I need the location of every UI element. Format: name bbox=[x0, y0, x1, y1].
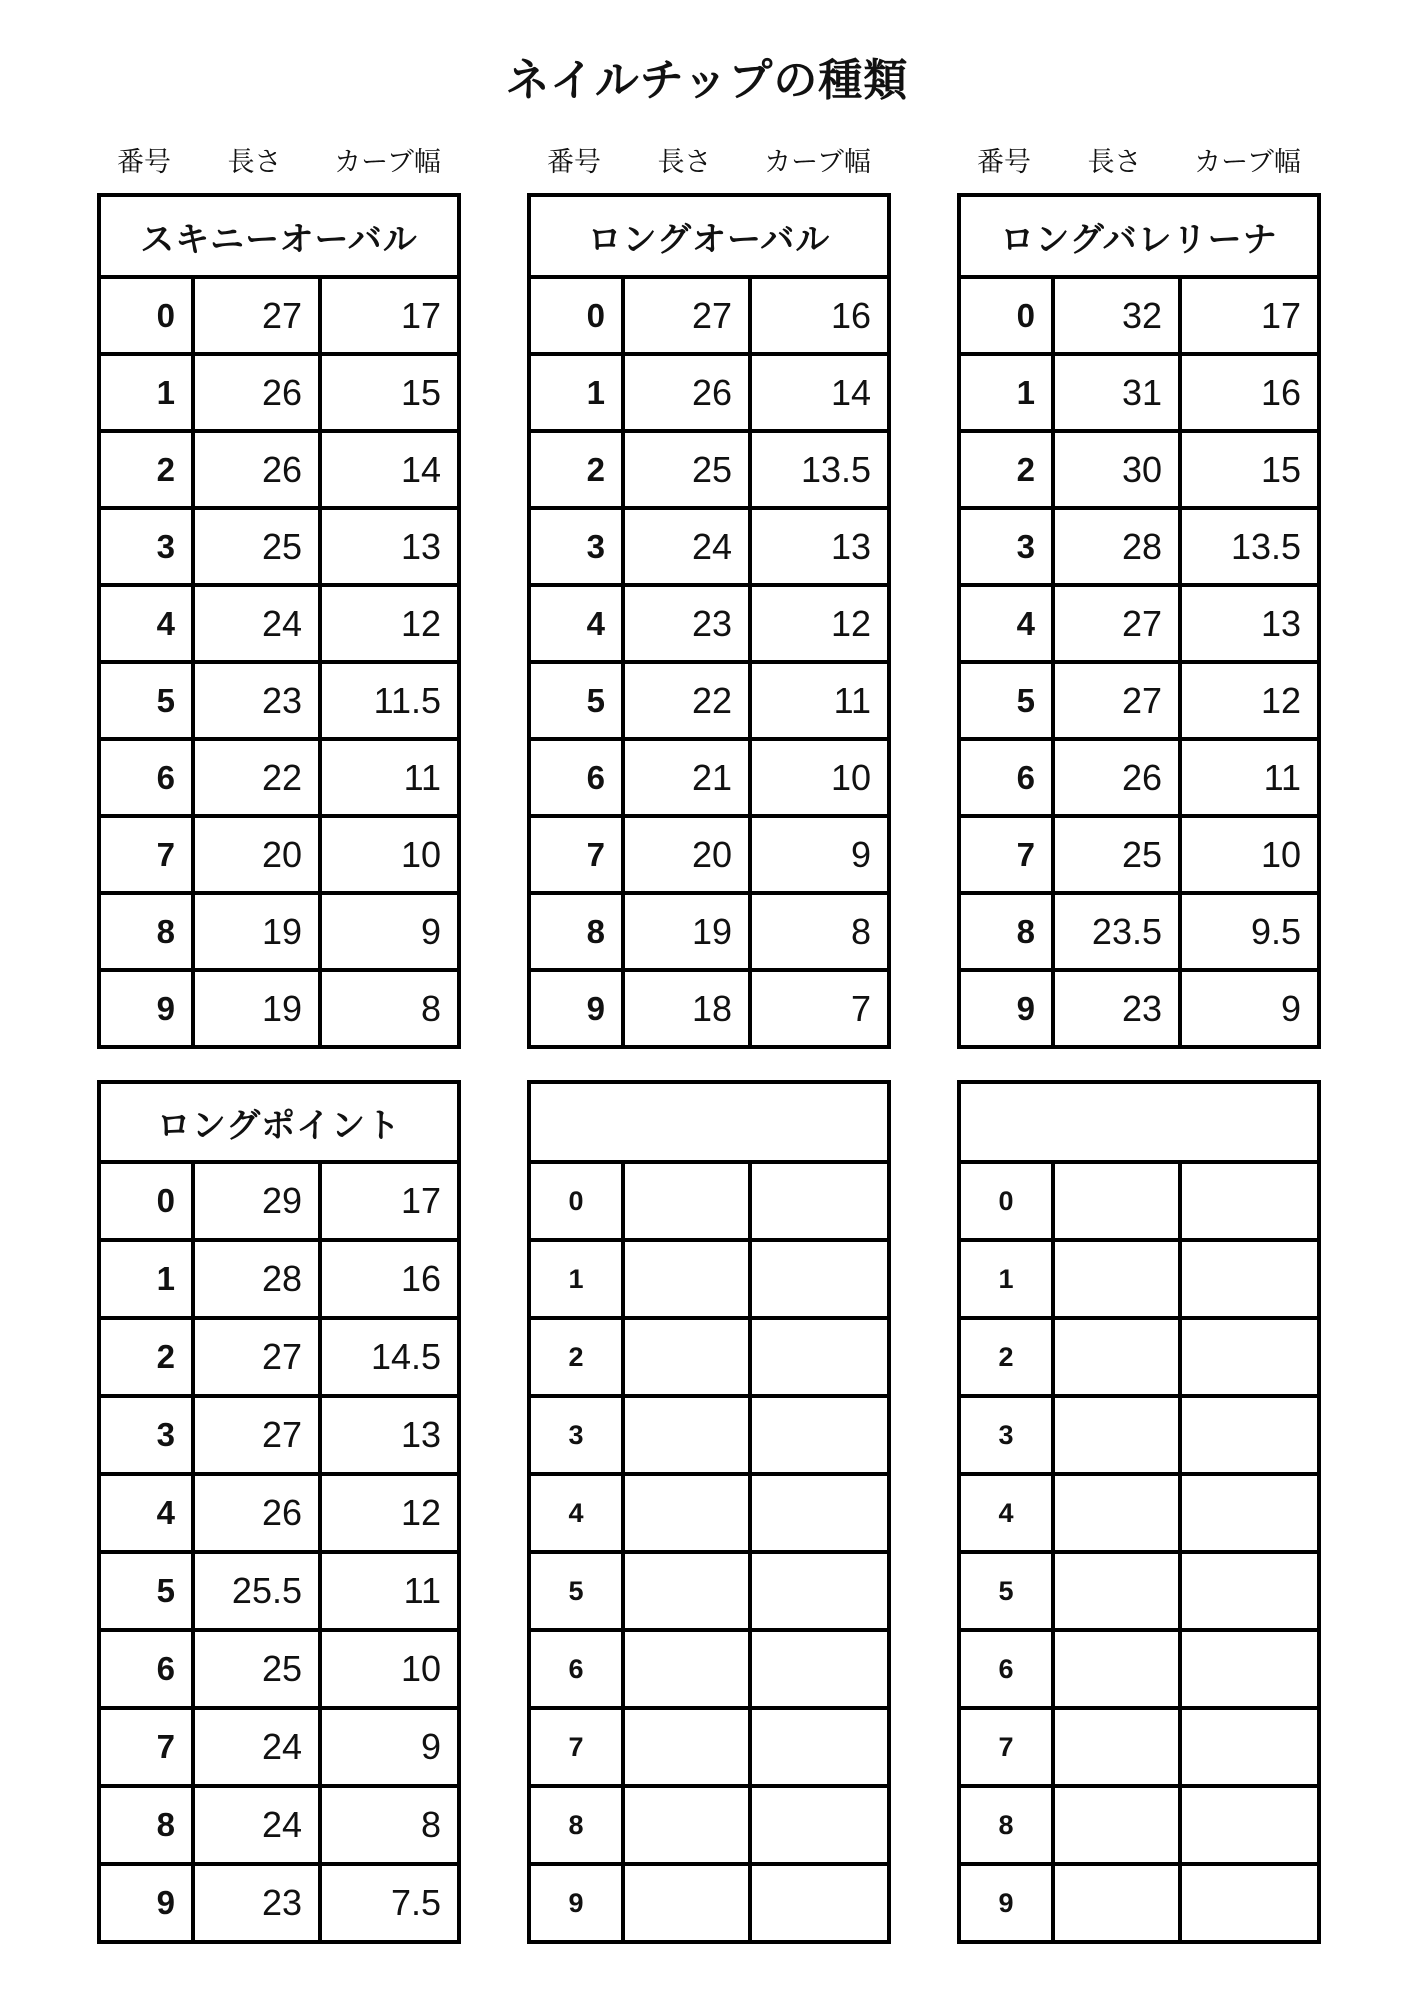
table-row bbox=[959, 585, 1319, 662]
number-cell: 9 bbox=[529, 1864, 623, 1942]
table-row bbox=[959, 1552, 1319, 1630]
length-cell bbox=[1053, 1240, 1180, 1318]
number-cell: 3 bbox=[959, 508, 1053, 585]
number-cell: 9 bbox=[959, 1864, 1053, 1942]
curve-width-cell: 8 bbox=[750, 893, 889, 970]
length-cell: 32 bbox=[1053, 277, 1180, 354]
length-cell: 26 bbox=[193, 354, 320, 431]
length-cell bbox=[1053, 1162, 1180, 1240]
table-row bbox=[99, 1864, 459, 1942]
nail-tip-table-block bbox=[957, 1080, 1317, 1944]
curve-width-cell: 13 bbox=[320, 508, 459, 585]
size-table bbox=[97, 193, 461, 1049]
length-cell bbox=[623, 1318, 750, 1396]
table-title-cell: ロングバレリーナ bbox=[959, 195, 1319, 277]
length-cell bbox=[1053, 1630, 1180, 1708]
curve-width-cell: 10 bbox=[1180, 816, 1319, 893]
length-cell: 27 bbox=[193, 1318, 320, 1396]
column-label-curve-width: カーブ幅 bbox=[764, 147, 871, 177]
size-table bbox=[527, 193, 891, 1049]
table-row bbox=[529, 1708, 889, 1786]
length-cell: 27 bbox=[193, 1396, 320, 1474]
column-label-length: 長さ bbox=[227, 147, 282, 177]
length-cell bbox=[623, 1474, 750, 1552]
number-cell: 2 bbox=[99, 431, 193, 508]
column-label-length: 長さ bbox=[1087, 147, 1142, 177]
curve-width-cell: 12 bbox=[320, 585, 459, 662]
table-row bbox=[959, 1318, 1319, 1396]
number-cell: 4 bbox=[529, 585, 623, 662]
curve-width-cell bbox=[750, 1552, 889, 1630]
length-cell bbox=[623, 1162, 750, 1240]
column-labels bbox=[957, 145, 1317, 193]
number-cell: 4 bbox=[99, 585, 193, 662]
curve-width-cell bbox=[750, 1162, 889, 1240]
table-row bbox=[529, 1552, 889, 1630]
table-title-row bbox=[529, 1082, 889, 1162]
number-cell: 8 bbox=[529, 893, 623, 970]
length-cell: 21 bbox=[623, 739, 750, 816]
length-cell: 31 bbox=[1053, 354, 1180, 431]
table-title-cell bbox=[959, 1082, 1319, 1162]
table-row bbox=[99, 354, 459, 431]
table-row bbox=[529, 1786, 889, 1864]
curve-width-cell bbox=[1180, 1864, 1319, 1942]
table-row bbox=[99, 1552, 459, 1630]
length-cell bbox=[623, 1708, 750, 1786]
curve-width-cell: 11 bbox=[1180, 739, 1319, 816]
curve-width-cell: 8 bbox=[320, 1786, 459, 1864]
number-cell: 6 bbox=[99, 739, 193, 816]
length-cell: 23 bbox=[193, 662, 320, 739]
length-cell: 27 bbox=[623, 277, 750, 354]
column-label-curve-width: カーブ幅 bbox=[1194, 147, 1301, 177]
curve-width-cell: 11 bbox=[320, 1552, 459, 1630]
number-cell: 5 bbox=[959, 662, 1053, 739]
curve-width-cell: 17 bbox=[1180, 277, 1319, 354]
length-cell: 24 bbox=[193, 1786, 320, 1864]
length-cell: 27 bbox=[1053, 585, 1180, 662]
number-cell: 4 bbox=[529, 1474, 623, 1552]
number-cell: 2 bbox=[529, 1318, 623, 1396]
table-row bbox=[99, 1474, 459, 1552]
number-cell: 5 bbox=[529, 662, 623, 739]
curve-width-cell bbox=[1180, 1396, 1319, 1474]
curve-width-cell bbox=[750, 1786, 889, 1864]
curve-width-cell: 14.5 bbox=[320, 1318, 459, 1396]
length-cell: 23 bbox=[193, 1864, 320, 1942]
length-cell bbox=[1053, 1396, 1180, 1474]
table-row bbox=[99, 431, 459, 508]
table-row bbox=[99, 1630, 459, 1708]
nail-tip-table-block bbox=[527, 1080, 887, 1944]
length-cell bbox=[1053, 1318, 1180, 1396]
curve-width-cell: 11.5 bbox=[320, 662, 459, 739]
table-row bbox=[529, 1396, 889, 1474]
curve-width-cell: 13 bbox=[750, 508, 889, 585]
curve-width-cell: 11 bbox=[320, 739, 459, 816]
length-cell: 25 bbox=[623, 431, 750, 508]
table-row bbox=[99, 1708, 459, 1786]
curve-width-cell bbox=[1180, 1630, 1319, 1708]
curve-width-cell bbox=[1180, 1708, 1319, 1786]
number-cell: 2 bbox=[99, 1318, 193, 1396]
table-row bbox=[529, 1240, 889, 1318]
curve-width-cell: 10 bbox=[320, 816, 459, 893]
number-cell: 6 bbox=[529, 1630, 623, 1708]
curve-width-cell: 9.5 bbox=[1180, 893, 1319, 970]
length-cell: 26 bbox=[1053, 739, 1180, 816]
column-label-number: 番号 bbox=[977, 147, 1031, 177]
number-cell: 1 bbox=[99, 354, 193, 431]
curve-width-cell: 17 bbox=[320, 277, 459, 354]
table-row bbox=[959, 1240, 1319, 1318]
table-row bbox=[959, 1708, 1319, 1786]
curve-width-cell: 9 bbox=[1180, 970, 1319, 1047]
curve-width-cell bbox=[750, 1240, 889, 1318]
table-title-row bbox=[99, 1082, 459, 1162]
curve-width-cell: 16 bbox=[750, 277, 889, 354]
table-row bbox=[99, 508, 459, 585]
number-cell: 6 bbox=[959, 739, 1053, 816]
table-title-cell: ロングポイント bbox=[99, 1082, 459, 1162]
length-cell: 28 bbox=[193, 1240, 320, 1318]
size-table bbox=[527, 1080, 891, 1944]
number-cell: 1 bbox=[959, 354, 1053, 431]
length-cell bbox=[623, 1786, 750, 1864]
number-cell: 1 bbox=[529, 354, 623, 431]
length-cell: 29 bbox=[193, 1162, 320, 1240]
size-table bbox=[97, 1080, 461, 1944]
length-cell bbox=[1053, 1552, 1180, 1630]
table-row bbox=[959, 1786, 1319, 1864]
number-cell: 2 bbox=[959, 1318, 1053, 1396]
table-row bbox=[529, 1864, 889, 1942]
curve-width-cell: 13.5 bbox=[1180, 508, 1319, 585]
table-row bbox=[529, 1162, 889, 1240]
table-row bbox=[529, 585, 889, 662]
table-row bbox=[529, 1318, 889, 1396]
curve-width-cell bbox=[750, 1318, 889, 1396]
length-cell: 24 bbox=[193, 585, 320, 662]
number-cell: 1 bbox=[529, 1240, 623, 1318]
number-cell: 5 bbox=[99, 662, 193, 739]
table-row bbox=[99, 970, 459, 1047]
curve-width-cell bbox=[750, 1864, 889, 1942]
curve-width-cell bbox=[1180, 1552, 1319, 1630]
length-cell: 24 bbox=[193, 1708, 320, 1786]
curve-width-cell: 13.5 bbox=[750, 431, 889, 508]
length-cell: 27 bbox=[1053, 662, 1180, 739]
column-labels bbox=[527, 145, 887, 193]
table-row bbox=[959, 970, 1319, 1047]
length-cell: 19 bbox=[193, 893, 320, 970]
number-cell: 3 bbox=[529, 1396, 623, 1474]
table-row bbox=[99, 1240, 459, 1318]
table-row bbox=[959, 662, 1319, 739]
curve-width-cell: 14 bbox=[750, 354, 889, 431]
curve-width-cell: 13 bbox=[1180, 585, 1319, 662]
length-cell: 20 bbox=[623, 816, 750, 893]
table-row bbox=[99, 739, 459, 816]
column-label-curve-width: カーブ幅 bbox=[334, 147, 441, 177]
number-cell: 7 bbox=[959, 816, 1053, 893]
table-title-row bbox=[529, 195, 889, 277]
table-row bbox=[529, 970, 889, 1047]
length-cell: 24 bbox=[623, 508, 750, 585]
number-cell: 5 bbox=[959, 1552, 1053, 1630]
curve-width-cell: 13 bbox=[320, 1396, 459, 1474]
table-row bbox=[529, 816, 889, 893]
length-cell: 26 bbox=[193, 431, 320, 508]
table-row bbox=[959, 893, 1319, 970]
page-title: ネイルチップの種類 bbox=[505, 56, 909, 105]
table-row bbox=[529, 508, 889, 585]
length-cell: 19 bbox=[623, 893, 750, 970]
table-row bbox=[99, 816, 459, 893]
number-cell: 0 bbox=[99, 1162, 193, 1240]
length-cell bbox=[623, 1630, 750, 1708]
length-cell bbox=[623, 1552, 750, 1630]
length-cell: 22 bbox=[193, 739, 320, 816]
curve-width-cell: 11 bbox=[750, 662, 889, 739]
curve-width-cell bbox=[1180, 1318, 1319, 1396]
length-cell: 20 bbox=[193, 816, 320, 893]
length-cell bbox=[1053, 1708, 1180, 1786]
curve-width-cell bbox=[750, 1708, 889, 1786]
length-cell: 25 bbox=[193, 508, 320, 585]
number-cell: 7 bbox=[959, 1708, 1053, 1786]
number-cell: 4 bbox=[99, 1474, 193, 1552]
curve-width-cell bbox=[750, 1474, 889, 1552]
length-cell: 18 bbox=[623, 970, 750, 1047]
table-row bbox=[959, 1630, 1319, 1708]
curve-width-cell bbox=[1180, 1162, 1319, 1240]
length-cell bbox=[623, 1240, 750, 1318]
table-title-row bbox=[959, 195, 1319, 277]
length-cell: 28 bbox=[1053, 508, 1180, 585]
number-cell: 2 bbox=[959, 431, 1053, 508]
table-row bbox=[99, 662, 459, 739]
curve-width-cell bbox=[750, 1396, 889, 1474]
curve-width-cell: 14 bbox=[320, 431, 459, 508]
length-cell: 26 bbox=[193, 1474, 320, 1552]
table-row bbox=[529, 431, 889, 508]
curve-width-cell: 15 bbox=[1180, 431, 1319, 508]
curve-width-cell bbox=[750, 1630, 889, 1708]
size-table bbox=[957, 193, 1321, 1049]
number-cell: 4 bbox=[959, 585, 1053, 662]
length-cell: 23 bbox=[623, 585, 750, 662]
curve-width-cell bbox=[1180, 1786, 1319, 1864]
column-label-number: 番号 bbox=[547, 147, 601, 177]
length-cell: 26 bbox=[623, 354, 750, 431]
table-row bbox=[959, 277, 1319, 354]
curve-width-cell: 7.5 bbox=[320, 1864, 459, 1942]
number-cell: 0 bbox=[959, 1162, 1053, 1240]
length-cell: 22 bbox=[623, 662, 750, 739]
length-cell: 27 bbox=[193, 277, 320, 354]
table-row bbox=[529, 893, 889, 970]
table-row bbox=[959, 1162, 1319, 1240]
table-row bbox=[99, 893, 459, 970]
table-title-row bbox=[959, 1082, 1319, 1162]
column-labels bbox=[97, 145, 457, 193]
table-title-cell: ロングオーバル bbox=[529, 195, 889, 277]
table-row bbox=[99, 1396, 459, 1474]
curve-width-cell: 9 bbox=[320, 893, 459, 970]
curve-width-cell: 16 bbox=[1180, 354, 1319, 431]
curve-width-cell: 12 bbox=[320, 1474, 459, 1552]
curve-width-cell: 10 bbox=[750, 739, 889, 816]
number-cell: 0 bbox=[959, 277, 1053, 354]
number-cell: 8 bbox=[959, 1786, 1053, 1864]
table-row bbox=[529, 277, 889, 354]
length-cell bbox=[623, 1396, 750, 1474]
number-cell: 0 bbox=[529, 1162, 623, 1240]
number-cell: 2 bbox=[529, 431, 623, 508]
number-cell: 5 bbox=[99, 1552, 193, 1630]
table-row bbox=[529, 354, 889, 431]
number-cell: 3 bbox=[99, 508, 193, 585]
length-cell bbox=[1053, 1786, 1180, 1864]
curve-width-cell: 16 bbox=[320, 1240, 459, 1318]
table-row bbox=[959, 431, 1319, 508]
table-row bbox=[959, 739, 1319, 816]
number-cell: 3 bbox=[529, 508, 623, 585]
number-cell: 6 bbox=[99, 1630, 193, 1708]
number-cell: 8 bbox=[959, 893, 1053, 970]
table-row bbox=[959, 1396, 1319, 1474]
table-row bbox=[959, 1864, 1319, 1942]
number-cell: 3 bbox=[99, 1396, 193, 1474]
nail-tip-table-block bbox=[97, 145, 457, 1049]
table-row bbox=[99, 585, 459, 662]
column-label-length: 長さ bbox=[657, 147, 712, 177]
table-row bbox=[99, 277, 459, 354]
curve-width-cell: 9 bbox=[750, 816, 889, 893]
curve-width-cell: 7 bbox=[750, 970, 889, 1047]
table-row bbox=[529, 662, 889, 739]
table-title-cell bbox=[529, 1082, 889, 1162]
length-cell bbox=[1053, 1474, 1180, 1552]
number-cell: 8 bbox=[99, 893, 193, 970]
number-cell: 1 bbox=[959, 1240, 1053, 1318]
number-cell: 8 bbox=[529, 1786, 623, 1864]
curve-width-cell: 17 bbox=[320, 1162, 459, 1240]
number-cell: 9 bbox=[99, 1864, 193, 1942]
table-row bbox=[959, 354, 1319, 431]
length-cell: 23 bbox=[1053, 970, 1180, 1047]
table-title-row bbox=[99, 195, 459, 277]
nail-tip-table-block bbox=[97, 1080, 457, 1944]
length-cell bbox=[623, 1864, 750, 1942]
length-cell: 30 bbox=[1053, 431, 1180, 508]
table-row bbox=[959, 508, 1319, 585]
number-cell: 0 bbox=[99, 277, 193, 354]
table-row bbox=[529, 739, 889, 816]
number-cell: 7 bbox=[529, 816, 623, 893]
table-row bbox=[99, 1318, 459, 1396]
curve-width-cell: 12 bbox=[1180, 662, 1319, 739]
curve-width-cell bbox=[1180, 1474, 1319, 1552]
nail-tip-table-block bbox=[957, 145, 1317, 1049]
length-cell: 25.5 bbox=[193, 1552, 320, 1630]
column-label-number: 番号 bbox=[117, 147, 171, 177]
number-cell: 7 bbox=[99, 816, 193, 893]
number-cell: 4 bbox=[959, 1474, 1053, 1552]
number-cell: 7 bbox=[529, 1708, 623, 1786]
number-cell: 9 bbox=[99, 970, 193, 1047]
number-cell: 6 bbox=[959, 1630, 1053, 1708]
table-row bbox=[959, 816, 1319, 893]
table-row bbox=[529, 1630, 889, 1708]
table-row bbox=[959, 1474, 1319, 1552]
curve-width-cell: 15 bbox=[320, 354, 459, 431]
number-cell: 0 bbox=[529, 277, 623, 354]
number-cell: 9 bbox=[529, 970, 623, 1047]
curve-width-cell: 10 bbox=[320, 1630, 459, 1708]
size-table bbox=[957, 1080, 1321, 1944]
number-cell: 8 bbox=[99, 1786, 193, 1864]
length-cell bbox=[1053, 1864, 1180, 1942]
length-cell: 23.5 bbox=[1053, 893, 1180, 970]
number-cell: 5 bbox=[529, 1552, 623, 1630]
length-cell: 25 bbox=[193, 1630, 320, 1708]
number-cell: 6 bbox=[529, 739, 623, 816]
table-row bbox=[99, 1786, 459, 1864]
curve-width-cell: 9 bbox=[320, 1708, 459, 1786]
number-cell: 7 bbox=[99, 1708, 193, 1786]
number-cell: 3 bbox=[959, 1396, 1053, 1474]
length-cell: 25 bbox=[1053, 816, 1180, 893]
curve-width-cell bbox=[1180, 1240, 1319, 1318]
table-row bbox=[99, 1162, 459, 1240]
curve-width-cell: 8 bbox=[320, 970, 459, 1047]
table-title-cell: スキニーオーバル bbox=[99, 195, 459, 277]
nail-tip-table-block bbox=[527, 145, 887, 1049]
table-row bbox=[529, 1474, 889, 1552]
number-cell: 9 bbox=[959, 970, 1053, 1047]
curve-width-cell: 12 bbox=[750, 585, 889, 662]
number-cell: 1 bbox=[99, 1240, 193, 1318]
length-cell: 19 bbox=[193, 970, 320, 1047]
